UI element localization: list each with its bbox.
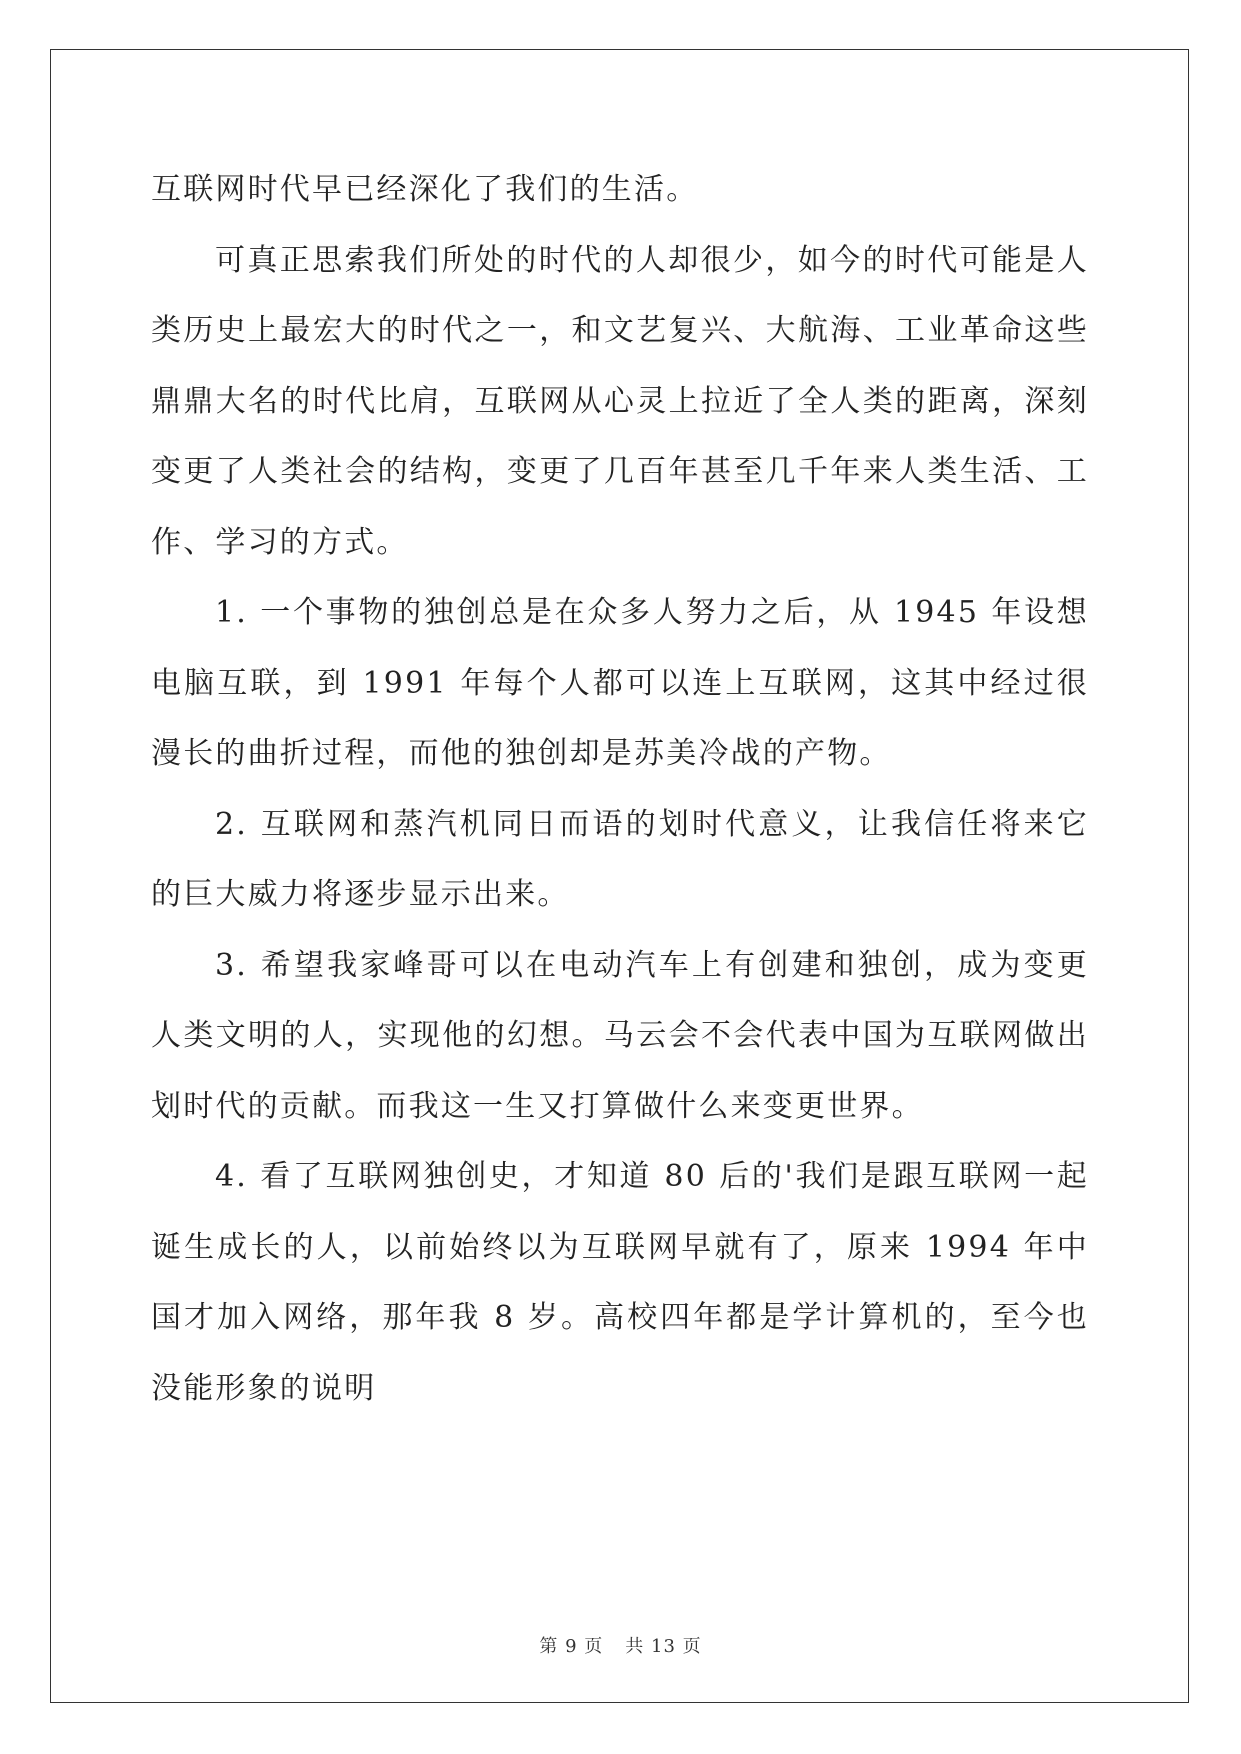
paragraph-5: 3. 希望我家峰哥可以在电动汽车上有创建和独创，成为变更人类文明的人，实现他的幻想。马云会不会代表中国为互联网做出划时代的贡献。而我这一生又打算做什么来变更世界。: [151, 947, 1089, 1124]
paragraph-2: 可真正思索我们所处的时代的人却很少，如今的时代可能是人类历史上最宏大的时代之一，和文艺复兴、大航海、工业革命这些鼎鼎大名的时代比肩，互联网从心灵上拉近了全人类的距离，深刻变更了人类社会的结构，变更了几百年甚至几千年来人类生活、工作、学习的方式。: [151, 242, 1089, 560]
document-body: [151, 155, 1089, 1424]
page-number: 第 9 页: [539, 1636, 604, 1657]
paragraph-4: 2. 互联网和蒸汽机同日而语的划时代意义，让我信任将来它的巨大威力将逐步显示出来。: [151, 806, 1089, 912]
paragraph-6: 4. 看了互联网独创史，才知道 80 后的'我们是跟互联网一起诞生成长的人，以前始终以为互联网早就有了，原来 1994 年中国才加入网络，那年我 8 岁。高校四年都是学计算机的，至今也没能形象的说明: [151, 1159, 1089, 1406]
paragraph-1: 互联网时代早已经深化了我们的生活。: [151, 172, 699, 207]
paragraph-3: 1. 一个事物的独创总是在众多人努力之后，从 1945 年设想电脑互联，到 1991 年每个人都可以连上互联网，这其中经过很漫长的曲折过程，而他的独创却是苏美冷战的产物。: [151, 595, 1089, 771]
page-total: 共 13 页: [625, 1636, 702, 1657]
page-footer: [0, 1632, 1241, 1658]
